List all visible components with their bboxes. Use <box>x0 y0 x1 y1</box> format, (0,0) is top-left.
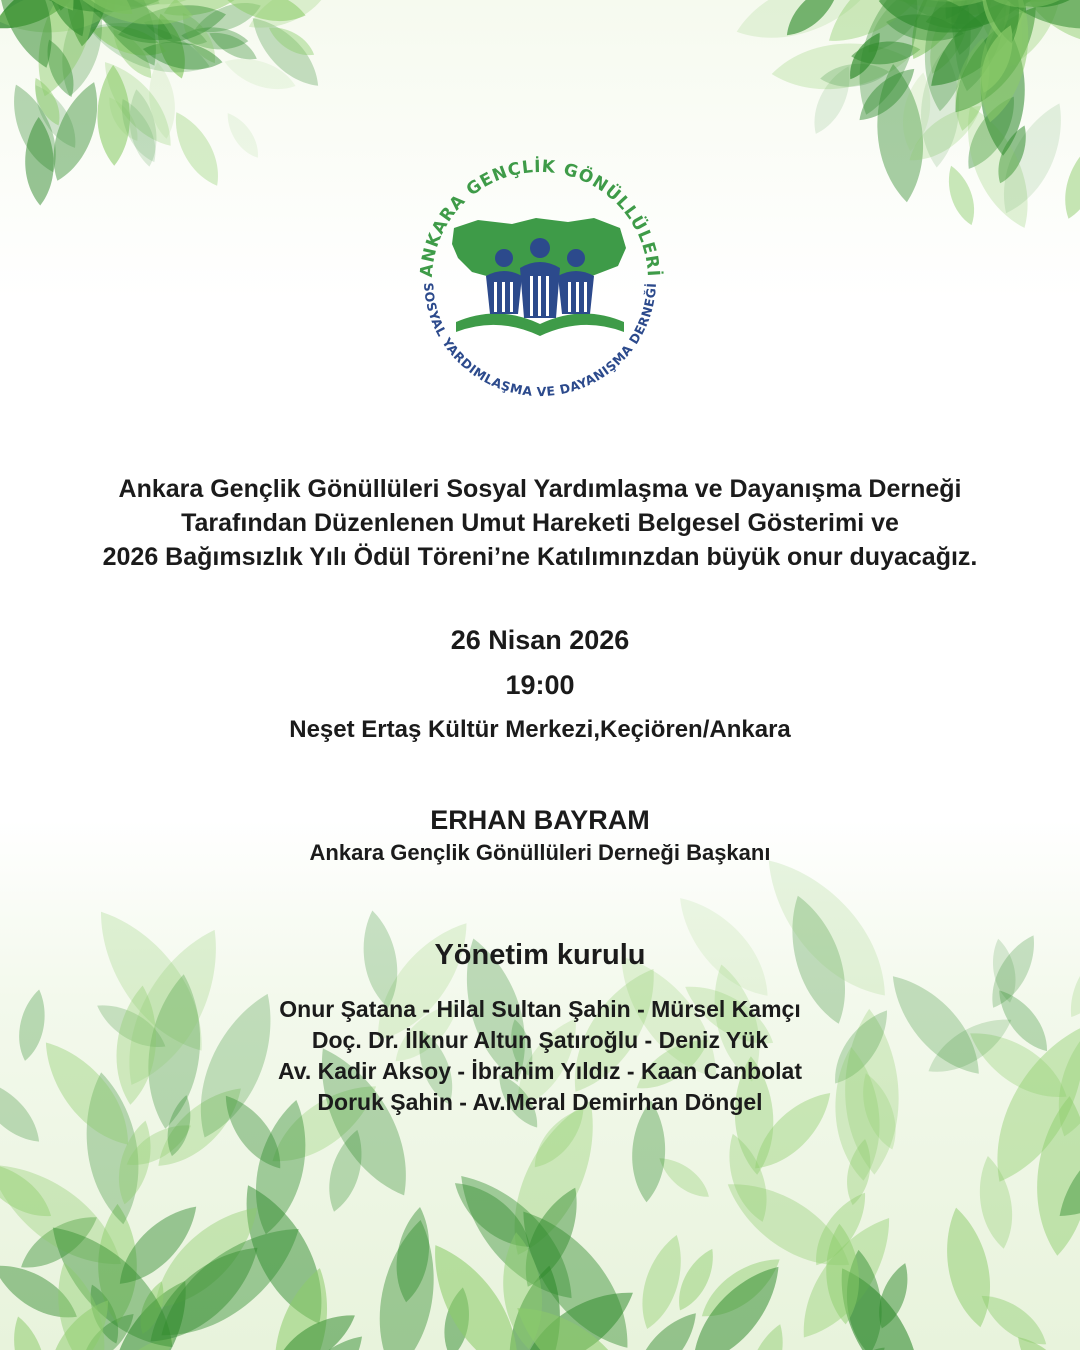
invitation-message <box>0 472 1080 574</box>
invitation-line: Tarafından Düzenlenen Umut Hareketi Belgesel Gösterimi ve <box>181 509 899 537</box>
event-date: 26 Nisan 2026 <box>450 625 630 655</box>
event-time: 19:00 <box>505 670 575 700</box>
board-members-line: Doç. Dr. İlknur Altun Şatıroğlu - Deniz Yük <box>311 1027 769 1053</box>
top-left-foliage <box>0 0 337 206</box>
board-members-line: Av. Kadir Aksoy - İbrahim Yıldız - Kaan Canbolat <box>278 1058 802 1084</box>
turkey-map-people-book-icon <box>452 218 626 336</box>
president-title: Ankara Gençlik Gönüllüleri Derneği Başkanı <box>309 840 771 865</box>
board-members <box>0 994 1080 1118</box>
board-members-line: Onur Şatana - Hilal Sultan Şahin - Mürsel Kamçı <box>279 996 801 1022</box>
event-venue: Neşet Ertaş Kültür Merkezi,Keçiören/Ankara <box>289 716 791 743</box>
association-logo <box>408 148 672 412</box>
invitation-line: 2026 Bağımsızlık Yılı Ödül Töreni’ne Katılımınzdan büyük onur duyacağız. <box>102 543 978 571</box>
board-members-line: Doruk Şahin - Av.Meral Demirhan Döngel <box>317 1089 763 1115</box>
board-heading: Yönetim kurulu <box>434 939 646 971</box>
invitation-line: Ankara Gençlik Gönüllüleri Sosyal Yardımlaşma ve Dayanışma Derneği <box>118 475 962 503</box>
president-name: ERHAN BAYRAM <box>430 805 650 835</box>
logo-bottom-arc-text: SOSYAL YARDIMLAŞMA VE DAYANIŞMA DERNEĞİ <box>420 282 659 400</box>
top-right-foliage <box>727 0 1080 237</box>
logo-top-arc-text: ANKARA GENÇLİK GÖNÜLLÜLERİ <box>416 156 664 278</box>
